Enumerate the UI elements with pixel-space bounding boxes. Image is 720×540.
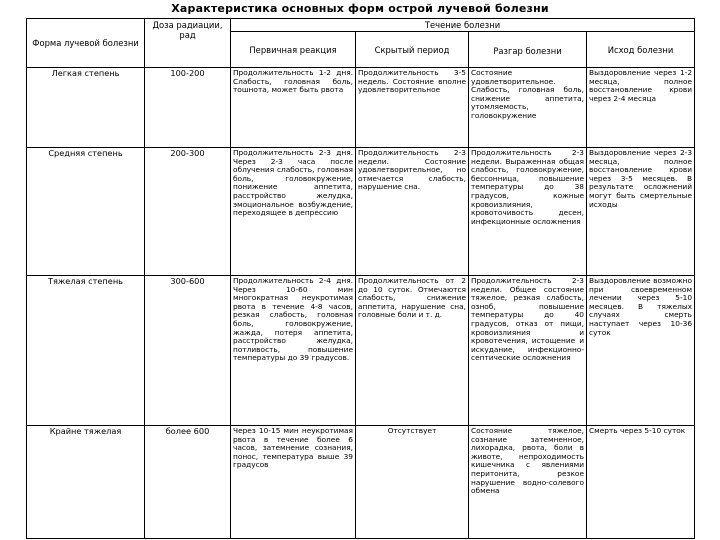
table-row [27,68,695,148]
document-title: Характеристика основных форм острой лучевой болезни [171,2,549,15]
form-cell: Легкая степень [27,68,145,148]
peak-cell: Продолжительность 2-3 недели. Выраженная общая слабость, головокружение, бессонница, повышение температуры до 38 градусов, кожные кровоизлияния, кровоточивость десен, инфекционные осложнения [469,148,587,276]
table-row [27,276,695,426]
outcome-cell: Выздоровление возможно при своевременном лечении через 5-10 месяцев. В тяжелых случаях смерть наступает через 10-36 суток [587,276,695,426]
peak-cell: Состояние тяжелое, сознание затемненное, лихорадка, рвота, боли в животе, непроходимость кишечника с явлениями перитонита, резкое нарушение водно-солевого обмена [469,426,587,539]
form-cell: Крайне тяжелая [27,426,145,539]
dose-cell: более 600 [145,426,231,539]
dose-cell: 200-300 [145,148,231,276]
primary-reaction-cell: Продолжительность 2-4 дня. Через 10-60 мин многократная неукротимая рвота в течение 4-8 часов, резкая слабость, головная боль, головокружение, жажда, потеря аппетита, расстройство желудка, потливость, повышение температуры до 39 градусов. [231,276,356,426]
form-cell: Тяжелая степень [27,276,145,426]
outcome-cell: Смерть через 5-10 суток [587,426,695,539]
form-cell: Средняя степень [27,148,145,276]
header-outcome: Исход болезни [587,32,695,68]
latent-period-cell: Продолжительность от 2 до 10 суток. Отмечаются слабость, снижение аппетита, нарушение сна, головные боли и т. д. [356,276,469,426]
header-primary-reaction: Первичная реакция [231,32,356,68]
table-row [27,148,695,276]
latent-period-cell: Продолжительность 3-5 недель. Состояние вполне удовлетворительное [356,68,469,148]
outcome-cell: Выздоровление через 1-2 месяца, полное восстановление крови через 2-4 месяца [587,68,695,148]
header-form: Форма лучевой болезни [27,19,145,68]
dose-cell: 100-200 [145,68,231,148]
primary-reaction-cell: Продолжительность 2-3 дня. Через 2-3 часа после облучения слабость, головная боль, головокружение, понижение аппетита, расстройство желудка, эмоциональное возбуждение, переходящее в депрессию [231,148,356,276]
dose-cell: 300-600 [145,276,231,426]
latent-period-cell: Продолжительность 2-3 недели. Состояние удовлетворительное, но отмечается слабость, нарушение сна. [356,148,469,276]
header-peak: Разгар болезни [469,32,587,68]
table-row [27,426,695,539]
outcome-cell: Выздоровление через 2-3 месяца, полное восстановление крови через 3-5 месяцев. В результате осложнений могут быть смертельные исходы [587,148,695,276]
header-latent-period: Скрытый период [356,32,469,68]
primary-reaction-cell: Продолжительность 1-2 дня. Слабость, головная боль, тошнота, может быть рвота [231,68,356,148]
primary-reaction-cell: Через 10-15 мин неукротимая рвота в течение более 6 часов, затемнение сознания, понос, температура выше 39 градусов [231,426,356,539]
header-course: Течение болезни [231,19,695,32]
peak-cell: Состояние удовлетворительное. Слабость, головная боль, снижение аппетита, утомляемость, головокружение [469,68,587,148]
acute-radiation-sickness-table [26,18,695,539]
peak-cell: Продолжительность 2-3 недели. Общее состояние тяжелое, резкая слабость, озноб, повышение температуры до 40 градусов, отказ от пищи, кровоизлияния и кровотечения, истощение и искудание, инфекционно-септические осложнения [469,276,587,426]
header-dose: Доза радиации, рад [145,19,231,68]
latent-period-cell: Отсутствует [356,426,469,539]
